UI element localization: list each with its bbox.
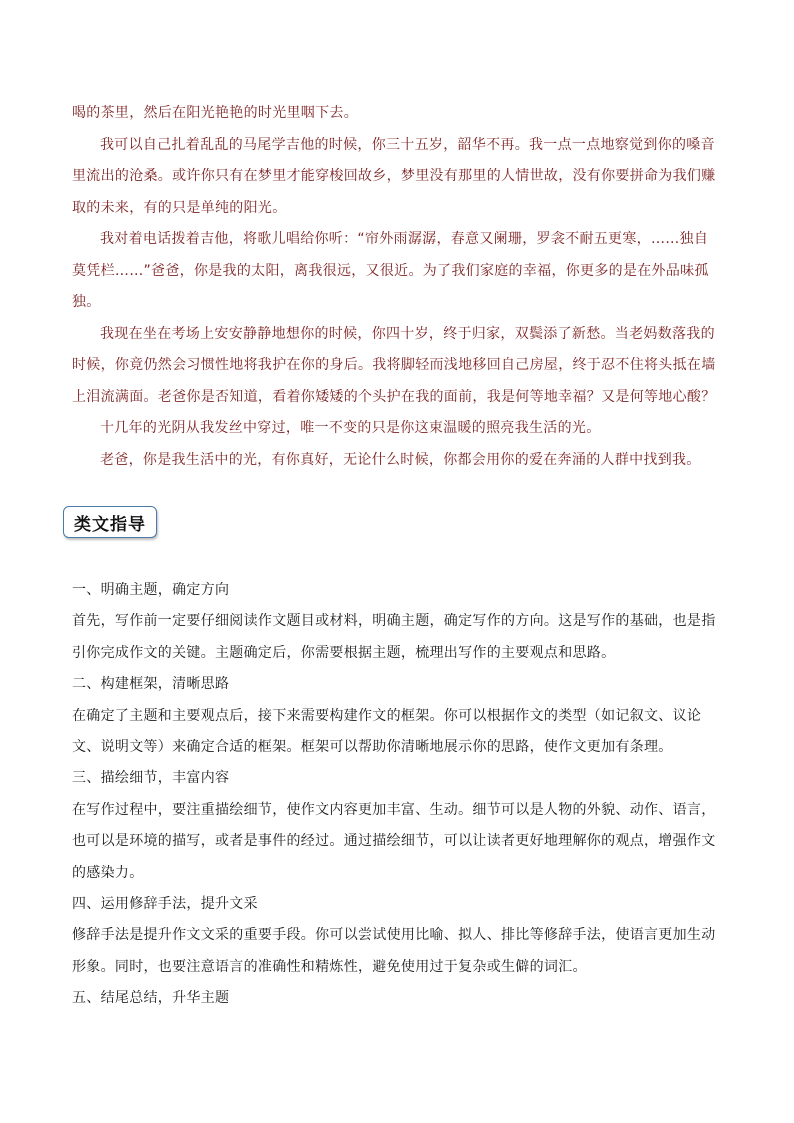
essay-paragraph-4: 我现在坐在考场上安安静静地想你的时候，你四十岁，终于归家，双鬓添了新愁。当老妈数落我的时候，你竟仍然会习惯性地将我护在你的身后。我将脚轻而浅地移回自己房屋，终于忍不住将头抵在墙上泪流满面。老爸你是否知道，看着你矮矮的个头护在我的面前，我是何等地幸福？又是何等地心酸？ — [72, 325, 716, 405]
guide-paragraph-4: 修辞手法是提升作文文采的重要手段。你可以尝试使用比喻、拟人、排比等修辞手法，使语言更加生动形象。同时，也要注意语言的准确性和精炼性，避免使用过于复杂或生僻的词汇。 — [72, 927, 716, 975]
writing-guide — [72, 575, 724, 1015]
guide-heading-5: 五、结尾总结，升华主题 — [72, 990, 230, 1007]
guide-paragraph-3: 在写作过程中，要注重描绘细节，使作文内容更加丰富、生动。细节可以是人物的外貌、动作、语言，也可以是环境的描写，或者是事件的经过。通过描绘细节，可以让读者更好地理解你的观点，增强作文的感染力。 — [72, 801, 716, 881]
guide-paragraph-1: 首先，写作前一定要仔细阅读作文题目或材料，明确主题，确定写作的方向。这是写作的基础，也是指引你完成作文的关键。主题确定后，你需要根据主题，梳理出写作的主要观点和思路。 — [72, 613, 716, 661]
section-heading-title: 类文指导 — [74, 514, 146, 535]
essay-paragraph-3: 我对着电话拨着吉他，将歌儿唱给你听：“帘外雨潺潺，春意又阑珊，罗衾不耐五更寒，……独自莫凭栏……”爸爸，你是我的太阳，离我很远，又很近。为了我们家庭的幸福，你更多的是在外品味孤独。 — [72, 231, 709, 310]
essay-paragraph-6: 老爸，你是我生活中的光，有你真好，无论什么时候，你都会用你的爱在奔涌的人群中找到我。 — [100, 451, 701, 468]
essay-paragraph-1: 喝的茶里，然后在阳光艳艳的时光里咽下去。 — [72, 105, 358, 121]
essay-paragraph-2: 我可以自己扎着乱乱的马尾学吉他的时候，你三十五岁，韶华不再。我一点一点地察觉到你的嗓音里流出的沧桑。或许你只有在梦里才能穿梭回故乡，梦里没有那里的人情世故，没有你要拼命为我们赚取的未来，有的只是单纯的阳光。 — [72, 136, 716, 216]
guide-paragraph-2: 在确定了主题和主要观点后，接下来需要构建作文的框架。你可以根据作文的类型（如记叙文、议论文、说明文等）来确定合适的框架。框架可以帮助你清晰地展示你的思路，使作文更加有条理。 — [72, 707, 702, 756]
guide-heading-3: 三、描绘细节，丰富内容 — [72, 770, 230, 787]
guide-heading-2: 二、构建框架，清晰思路 — [72, 676, 230, 693]
essay-paragraph-5: 十几年的光阴从我发丝中穿过，唯一不变的只是你这束温暖的照亮我生活的光。 — [100, 420, 601, 436]
section-heading-tag — [63, 506, 157, 538]
guide-heading-1: 一、明确主题，确定方向 — [72, 582, 230, 598]
guide-heading-4: 四、运用修辞手法，提升文采 — [72, 896, 258, 913]
essay-excerpt — [72, 98, 722, 476]
